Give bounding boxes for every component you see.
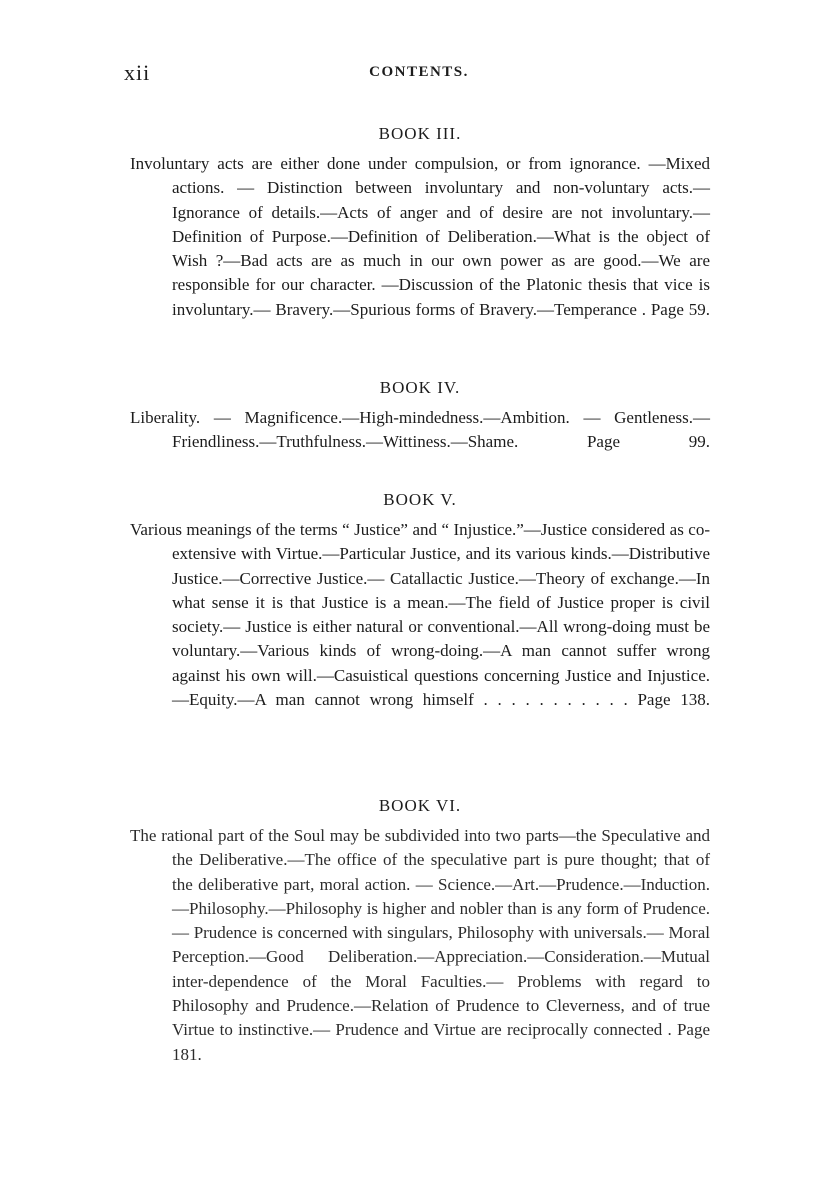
book-vi-summary: The rational part of the Soul may be subdivided into two parts—the Speculative and the Deliberative.—The office of the speculative part is pure thought; that of the deliberative part, moral action. — Science.—Art.—Prudence.—Induction.—Philosophy.—Philosophy is higher and nobler than is any form of Prudence.— Prudence is concerned with singulars, Philosophy with universals.— Moral Perception.—Good Deliberation.—Appreciation.—Consideration.—Mutual inter-dependence of the Moral Faculties.— Problems with regard to Philosophy and Prudence.—Relation of Prudence to Cleverness, and of true Virtue to instinctive.— Prudence and Virtue are reciprocally connected . Page 181. — [130, 826, 710, 1064]
book-iii-heading: BOOK III. — [378, 124, 462, 143]
page-folio: xii — [124, 60, 151, 85]
book-v-heading: BOOK V. — [383, 490, 457, 509]
book-iv-heading: BOOK IV. — [379, 378, 461, 397]
book-iv-summary: Liberality. — Magnificence.—High-mindedness.—Ambition. — Gentleness.—Friendliness.—Truthfulness.—Wittiness.—Shame. Page 99. — [130, 408, 710, 452]
running-head — [124, 60, 714, 90]
book-vi-heading: BOOK VI. — [378, 796, 462, 815]
book-iii-summary: Involuntary acts are either done under compulsion, or from ignorance. —Mixed actions. — Distinction between involuntary and non-voluntary acts.—Ignorance of details.—Acts of anger and of desire are not involuntary.—Definition of Purpose.—Definition of Deliberation.—What is the object of Wish ?—Bad acts are as much in our own power as are good.—We are responsible for our character. —Discussion of the Platonic thesis that vice is involuntary.— Bravery.—Spurious forms of Bravery.—Temperance . Page 59. — [130, 154, 710, 319]
book-v-summary: Various meanings of the terms “ Justice” and “ Injustice.”—Justice considered as co-extensive with Virtue.—Particular Justice, and its various kinds.—Distributive Justice.—Corrective Justice.— Catallactic Justice.—Theory of exchange.—In what sense it is that Justice is a mean.—The field of Justice proper is civil society.— Justice is either natural or conventional.—All wrong-doing must be voluntary.—Various kinds of wrong-doing.—A man cannot suffer wrong against his own will.—Casuistical questions concerning Justice and Injustice.—Equity.—A man cannot wrong himself . . . . . . . . . . . Page 138. — [130, 520, 710, 710]
running-title: CONTENTS. — [369, 64, 469, 80]
